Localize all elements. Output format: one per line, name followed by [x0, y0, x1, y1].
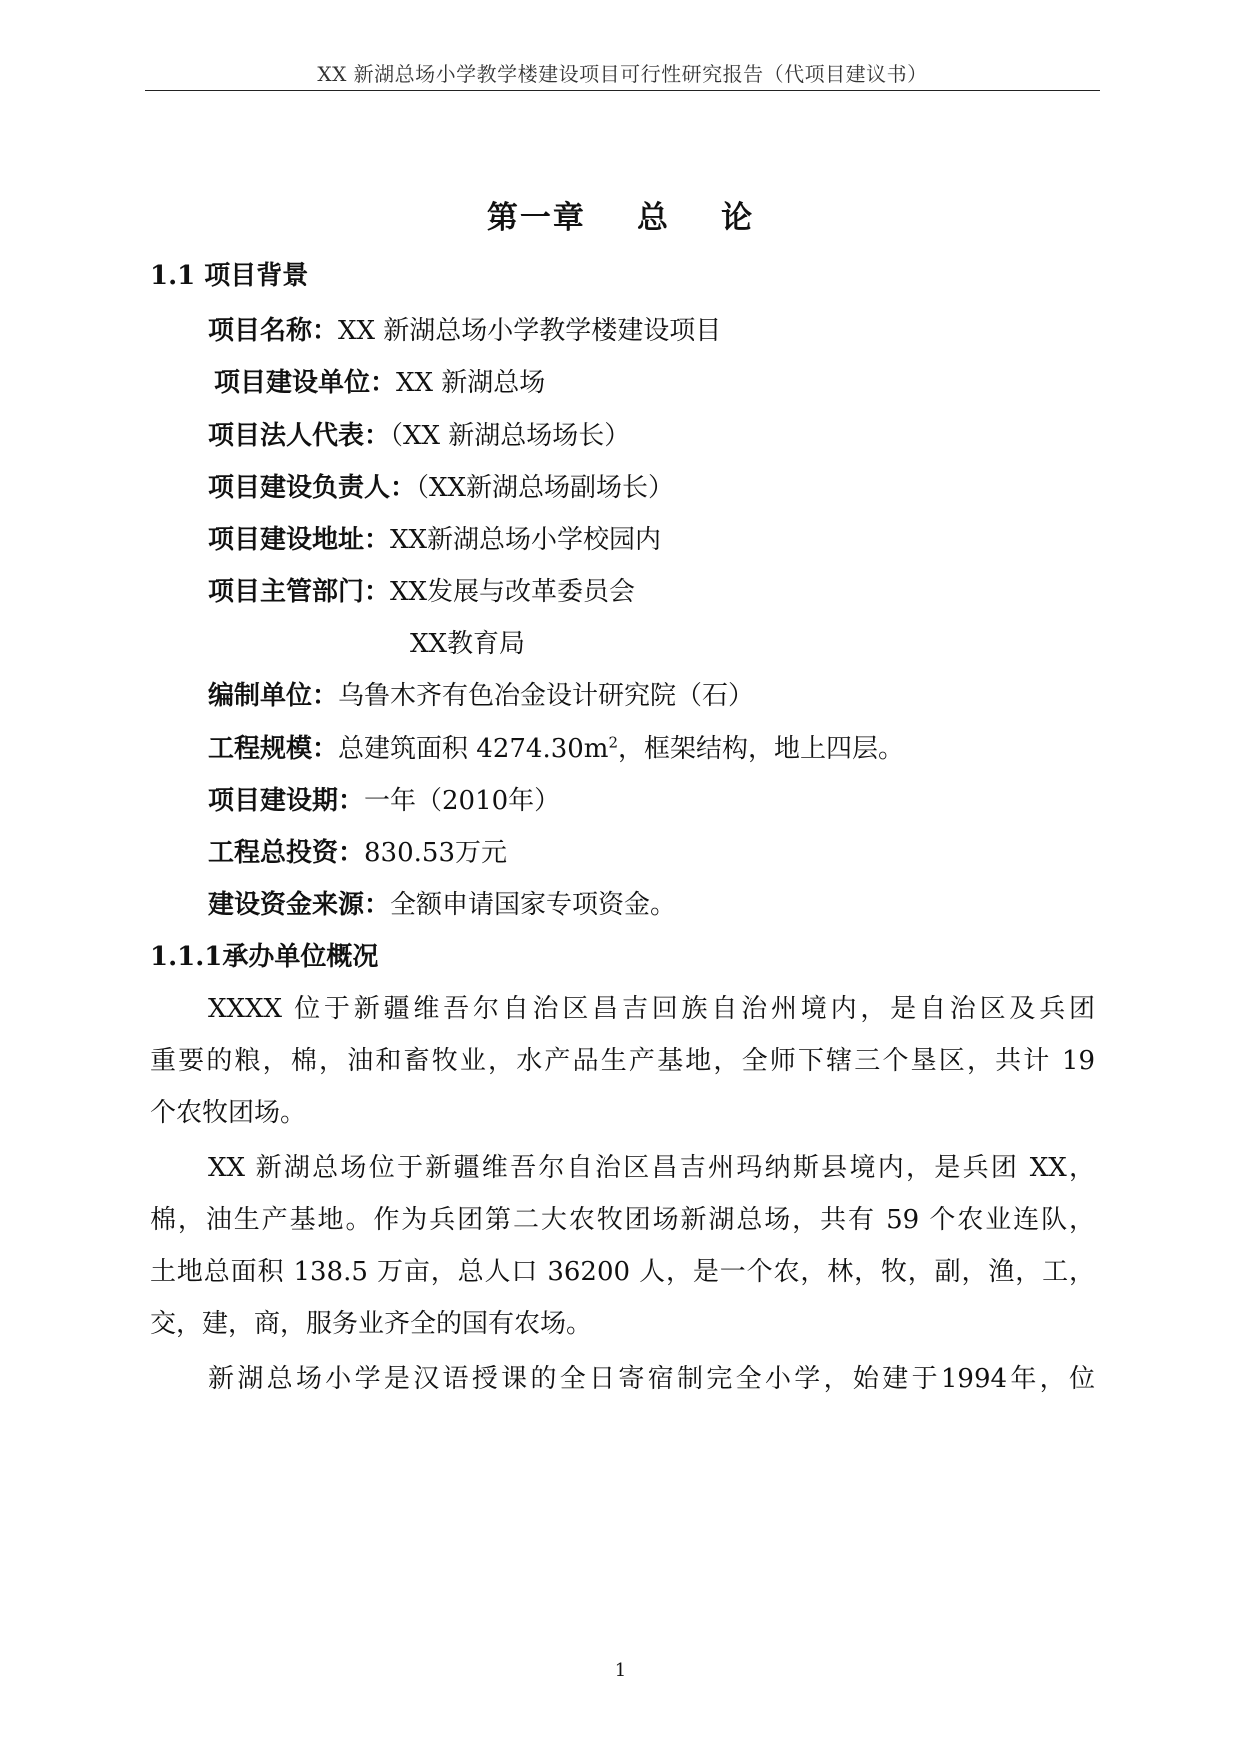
field-value: 一年（2010年） [364, 786, 561, 816]
paragraph-line: XX 新湖总场位于新疆维吾尔自治区昌吉州玛纳斯县境内，是兵团 XX， [208, 1153, 1095, 1183]
paragraph-line: 新湖总场小学是汉语授课的全日寄宿制完全小学，始建于1994年，位 [208, 1364, 1095, 1394]
field-value: XX发展与改革委员会 [390, 577, 636, 607]
field-label: 编制单位： [208, 681, 339, 711]
field-value-suffix: ，框架结构，地上四层。 [618, 734, 905, 764]
field-supervising-department [208, 571, 635, 608]
section-heading-1-1-1: 1.1.1承办单位概况 [150, 942, 379, 972]
paragraph-line: 棉，油生产基地。作为兵团第二大农牧团场新湖总场，共有 59 个农业连队， [150, 1205, 1095, 1235]
chapter-title: 第一章 总 论 [486, 200, 755, 236]
field-label: 项目建设负责人： [208, 473, 417, 503]
page-number: 1 [614, 1660, 627, 1681]
field-value: 830.53万元 [364, 838, 507, 868]
field-value: 总建筑面积 4274.30m [338, 734, 609, 764]
field-label: 工程总投资： [208, 838, 365, 868]
field-construction-period [208, 780, 560, 817]
field-label: 工程规模： [208, 734, 339, 764]
field-project-scale [208, 728, 904, 765]
field-label: 项目名称： [208, 316, 339, 346]
field-label: 项目建设期： [208, 786, 365, 816]
paragraph-line: 个农牧团场。 [150, 1098, 307, 1128]
field-value: （XX新湖总场副场长） [416, 473, 675, 503]
paragraph-line: XXXX 位于新疆维吾尔自治区昌吉回族自治州境内，是自治区及兵团 [208, 994, 1095, 1024]
header-divider [145, 90, 1100, 91]
paragraph-line: 土地总面积 138.5 万亩，总人口 36200 人，是一个农，林，牧，副，渔，工， [150, 1257, 1095, 1287]
field-label: 项目主管部门： [208, 577, 391, 607]
field-label: 项目建设单位： [214, 368, 397, 398]
field-value: XX 新湖总场 [396, 368, 546, 398]
field-label: 项目建设地址： [208, 525, 391, 555]
field-funding-source [208, 884, 676, 921]
field-construction-unit [214, 362, 545, 399]
field-value: 全额申请国家专项资金。 [390, 890, 677, 920]
field-value: XX 新湖总场小学教学楼建设项目 [338, 316, 722, 346]
field-legal-representative [208, 415, 630, 452]
paragraph-line: 重要的粮，棉，油和畜牧业，水产品生产基地，全师下辖三个垦区，共计 19 [150, 1046, 1095, 1076]
field-value: XX新湖总场小学校园内 [390, 525, 662, 555]
field-compiling-unit [208, 675, 754, 712]
field-total-investment [208, 832, 507, 869]
field-value: XX教育局 [410, 629, 526, 659]
field-label: 项目法人代表： [208, 421, 391, 451]
paragraph-line: 交，建，商，服务业齐全的国有农场。 [150, 1309, 593, 1339]
field-value: （XX 新湖总场场长） [390, 421, 631, 451]
page-header: XX 新湖总场小学教学楼建设项目可行性研究报告（代项目建议书） [317, 62, 928, 86]
field-construction-manager [208, 467, 674, 504]
field-supervising-department-2 [410, 623, 525, 660]
field-label: 建设资金来源： [208, 890, 391, 920]
field-value: 乌鲁木齐有色冶金设计研究院（石） [338, 681, 755, 711]
field-construction-address [208, 519, 661, 556]
superscript-exponent: 2 [608, 733, 618, 752]
field-project-name [208, 310, 721, 347]
section-heading-1-1: 1.1 项目背景 [150, 261, 309, 291]
